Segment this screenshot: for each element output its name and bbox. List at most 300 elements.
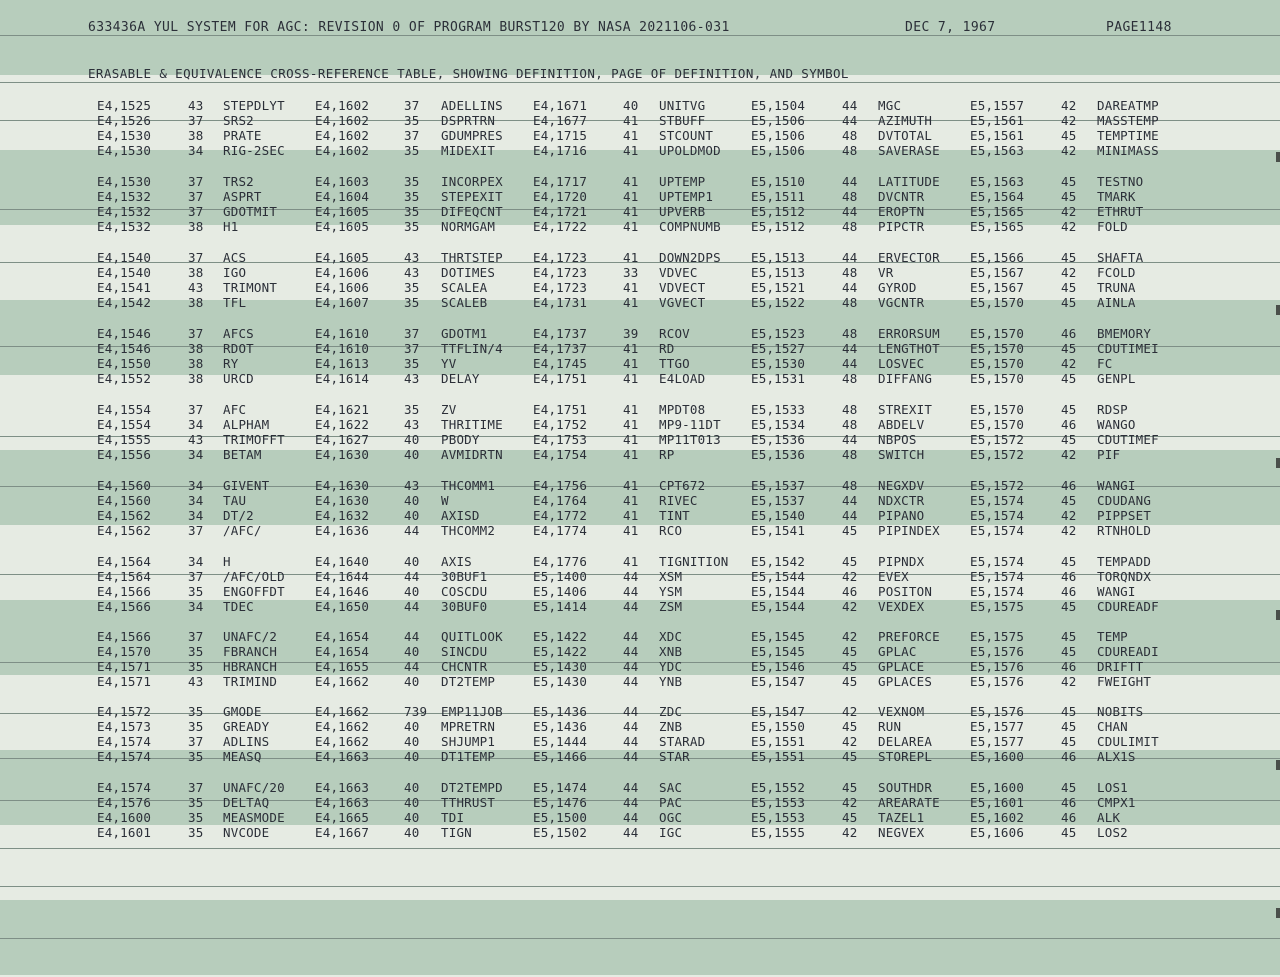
symbol-cell: MINIMASS bbox=[1097, 143, 1159, 158]
address-cell: E5,1522 bbox=[751, 295, 806, 310]
page-cell: 48 bbox=[842, 326, 858, 341]
page-cell: 46 bbox=[1061, 569, 1077, 584]
page-cell: 41 bbox=[623, 174, 639, 189]
symbol-cell: UPTEMP bbox=[659, 174, 706, 189]
symbol-cell: DT2TEMPD bbox=[441, 780, 503, 795]
page-cell: 43 bbox=[404, 265, 420, 280]
symbol-cell: TESTNO bbox=[1097, 174, 1144, 189]
page-cell: 45 bbox=[1061, 493, 1077, 508]
table-row bbox=[0, 189, 1280, 204]
symbol-cell: AFCS bbox=[223, 326, 254, 341]
address-cell: E5,1542 bbox=[751, 554, 806, 569]
address-cell: E5,1540 bbox=[751, 508, 806, 523]
symbol-cell: YNB bbox=[659, 674, 683, 689]
address-cell: E4,1745 bbox=[533, 356, 588, 371]
address-cell: E5,1555 bbox=[751, 825, 806, 840]
tractor-hole-mark bbox=[1276, 908, 1280, 918]
page-cell: 44 bbox=[623, 629, 639, 644]
table-row bbox=[0, 143, 1280, 158]
page-cell: 42 bbox=[1061, 113, 1077, 128]
page-cell: 33 bbox=[623, 265, 639, 280]
page-cell: 48 bbox=[842, 128, 858, 143]
page-cell: 44 bbox=[623, 795, 639, 810]
symbol-cell: CDUDANG bbox=[1097, 493, 1152, 508]
symbol-cell: POSITON bbox=[878, 584, 933, 599]
address-cell: E4,1546 bbox=[97, 341, 152, 356]
page-cell: 45 bbox=[1061, 341, 1077, 356]
address-cell: E4,1614 bbox=[315, 371, 370, 386]
page-cell: 44 bbox=[842, 98, 858, 113]
symbol-cell: OGC bbox=[659, 810, 683, 825]
address-cell: E4,1603 bbox=[315, 174, 370, 189]
address-cell: E4,1723 bbox=[533, 280, 588, 295]
symbol-cell: NORMGAM bbox=[441, 219, 496, 234]
address-cell: E4,1562 bbox=[97, 508, 152, 523]
address-cell: E5,1510 bbox=[751, 174, 806, 189]
symbol-cell: MP9-11DT bbox=[659, 417, 721, 432]
page-cell: 38 bbox=[188, 341, 204, 356]
symbol-cell: SHJUMP1 bbox=[441, 734, 496, 749]
page-cell: 40 bbox=[404, 719, 420, 734]
address-cell: E5,1575 bbox=[970, 629, 1025, 644]
symbol-cell: GDOTM1 bbox=[441, 326, 488, 341]
symbol-cell: PIPNDX bbox=[878, 554, 925, 569]
address-cell: E5,1537 bbox=[751, 493, 806, 508]
symbol-cell: NEGVEX bbox=[878, 825, 925, 840]
symbol-cell: VEXNOM bbox=[878, 704, 925, 719]
page-cell: 38 bbox=[188, 265, 204, 280]
symbol-cell: PIF bbox=[1097, 447, 1121, 462]
table-row bbox=[0, 493, 1280, 508]
page-cell: 48 bbox=[842, 402, 858, 417]
table-row bbox=[0, 554, 1280, 569]
page-cell: 41 bbox=[623, 189, 639, 204]
page-cell: 38 bbox=[188, 128, 204, 143]
address-cell: E4,1573 bbox=[97, 719, 152, 734]
symbol-cell: DELTAQ bbox=[223, 795, 270, 810]
page-cell: 44 bbox=[623, 825, 639, 840]
symbol-cell: FOLD bbox=[1097, 219, 1128, 234]
address-cell: E4,1555 bbox=[97, 432, 152, 447]
address-cell: E4,1717 bbox=[533, 174, 588, 189]
address-cell: E5,1550 bbox=[751, 719, 806, 734]
page-cell: 43 bbox=[404, 417, 420, 432]
page-cell: 45 bbox=[1061, 432, 1077, 447]
table-row bbox=[0, 295, 1280, 310]
symbol-cell: TIGNITION bbox=[659, 554, 729, 569]
address-cell: E5,1564 bbox=[970, 189, 1025, 204]
address-cell: E5,1544 bbox=[751, 584, 806, 599]
page-cell: 48 bbox=[842, 417, 858, 432]
page-cell: 37 bbox=[188, 629, 204, 644]
address-cell: E5,1474 bbox=[533, 780, 588, 795]
address-cell: E5,1506 bbox=[751, 113, 806, 128]
address-cell: E4,1654 bbox=[315, 644, 370, 659]
page-cell: 45 bbox=[842, 554, 858, 569]
address-cell: E4,1715 bbox=[533, 128, 588, 143]
symbol-cell: RDOT bbox=[223, 341, 254, 356]
symbol-cell: FBRANCH bbox=[223, 644, 278, 659]
address-cell: E4,1610 bbox=[315, 326, 370, 341]
page-cell: 41 bbox=[623, 554, 639, 569]
symbol-cell: FCOLD bbox=[1097, 265, 1136, 280]
address-cell: E5,1544 bbox=[751, 569, 806, 584]
page-cell: 42 bbox=[1061, 523, 1077, 538]
symbol-cell: FC bbox=[1097, 356, 1113, 371]
symbol-cell: TTHRUST bbox=[441, 795, 496, 810]
page-cell: 41 bbox=[623, 204, 639, 219]
symbol-cell: DT2TEMP bbox=[441, 674, 496, 689]
page-cell: 45 bbox=[1061, 280, 1077, 295]
address-cell: E4,1737 bbox=[533, 326, 588, 341]
address-cell: E4,1610 bbox=[315, 341, 370, 356]
symbol-cell: ACS bbox=[223, 250, 247, 265]
address-cell: E5,1602 bbox=[970, 810, 1025, 825]
address-cell: E5,1576 bbox=[970, 704, 1025, 719]
address-cell: E5,1570 bbox=[970, 295, 1025, 310]
address-cell: E4,1663 bbox=[315, 749, 370, 764]
symbol-cell: DT/2 bbox=[223, 508, 254, 523]
address-cell: E4,1636 bbox=[315, 523, 370, 538]
symbol-cell: XDC bbox=[659, 629, 683, 644]
address-cell: E5,1601 bbox=[970, 795, 1025, 810]
table-row bbox=[0, 402, 1280, 417]
symbol-cell: TMARK bbox=[1097, 189, 1136, 204]
page-cell: 37 bbox=[188, 250, 204, 265]
symbol-cell: DELAY bbox=[441, 371, 480, 386]
address-cell: E5,1511 bbox=[751, 189, 806, 204]
address-cell: E4,1721 bbox=[533, 204, 588, 219]
address-cell: E5,1561 bbox=[970, 128, 1025, 143]
symbol-cell: GIVENT bbox=[223, 478, 270, 493]
address-cell: E5,1551 bbox=[751, 749, 806, 764]
symbol-cell: H bbox=[223, 554, 231, 569]
symbol-cell: LENGTHOT bbox=[878, 341, 940, 356]
address-cell: E4,1605 bbox=[315, 250, 370, 265]
symbol-cell: MGC bbox=[878, 98, 902, 113]
address-cell: E4,1720 bbox=[533, 189, 588, 204]
symbol-cell: STAR bbox=[659, 749, 690, 764]
symbol-cell: PIPPSET bbox=[1097, 508, 1152, 523]
address-cell: E4,1574 bbox=[97, 749, 152, 764]
page-cell: 43 bbox=[404, 250, 420, 265]
page-cell: 45 bbox=[842, 780, 858, 795]
page-cell: 41 bbox=[623, 280, 639, 295]
page-cell: 39 bbox=[623, 326, 639, 341]
page-cell: 45 bbox=[842, 810, 858, 825]
symbol-cell: IGO bbox=[223, 265, 247, 280]
page-cell: 42 bbox=[842, 599, 858, 614]
table-row bbox=[0, 417, 1280, 432]
address-cell: E5,1572 bbox=[970, 478, 1025, 493]
address-cell: E4,1572 bbox=[97, 704, 152, 719]
symbol-cell: TORQNDX bbox=[1097, 569, 1152, 584]
symbol-cell: ALX1S bbox=[1097, 749, 1136, 764]
address-cell: E4,1722 bbox=[533, 219, 588, 234]
symbol-cell: RCOV bbox=[659, 326, 690, 341]
page-cell: 35 bbox=[188, 810, 204, 825]
symbol-cell: TDEC bbox=[223, 599, 254, 614]
page-cell: 35 bbox=[404, 189, 420, 204]
page-cell: 41 bbox=[623, 295, 639, 310]
address-cell: E4,1753 bbox=[533, 432, 588, 447]
table-row bbox=[0, 825, 1280, 840]
symbol-cell: TEMPADD bbox=[1097, 554, 1152, 569]
address-cell: E5,1557 bbox=[970, 98, 1025, 113]
symbol-cell: MASSTEMP bbox=[1097, 113, 1159, 128]
symbol-cell: VGVECT bbox=[659, 295, 706, 310]
symbol-cell: TRIMOFFT bbox=[223, 432, 285, 447]
page-cell: 41 bbox=[623, 523, 639, 538]
symbol-cell: RP bbox=[659, 447, 675, 462]
page-cell: 35 bbox=[188, 749, 204, 764]
symbol-cell: TAZEL1 bbox=[878, 810, 925, 825]
page-cell: 45 bbox=[1061, 128, 1077, 143]
symbol-cell: PAC bbox=[659, 795, 683, 810]
page-cell: 42 bbox=[1061, 98, 1077, 113]
symbol-cell: THRITIME bbox=[441, 417, 503, 432]
symbol-cell: ETHRUT bbox=[1097, 204, 1144, 219]
page-cell: 45 bbox=[1061, 295, 1077, 310]
symbol-cell: STCOUNT bbox=[659, 128, 714, 143]
address-cell: E4,1571 bbox=[97, 674, 152, 689]
page-cell: 35 bbox=[404, 174, 420, 189]
page-cell: 43 bbox=[188, 98, 204, 113]
address-cell: E4,1621 bbox=[315, 402, 370, 417]
address-cell: E4,1663 bbox=[315, 780, 370, 795]
address-cell: E4,1540 bbox=[97, 250, 152, 265]
symbol-cell: VGCNTR bbox=[878, 295, 925, 310]
address-cell: E5,1436 bbox=[533, 719, 588, 734]
paper-rule bbox=[0, 82, 1280, 83]
address-cell: E5,1541 bbox=[751, 523, 806, 538]
row-group bbox=[0, 402, 1280, 462]
symbol-cell: UNAFC/20 bbox=[223, 780, 285, 795]
symbol-cell: COMPNUMB bbox=[659, 219, 721, 234]
page-cell: 42 bbox=[1061, 674, 1077, 689]
page-cell: 41 bbox=[623, 478, 639, 493]
address-cell: E5,1546 bbox=[751, 659, 806, 674]
symbol-cell: SINCDU bbox=[441, 644, 488, 659]
page-cell: 34 bbox=[188, 493, 204, 508]
symbol-cell: THCOMM2 bbox=[441, 523, 496, 538]
address-cell: E4,1552 bbox=[97, 371, 152, 386]
address-cell: E5,1512 bbox=[751, 204, 806, 219]
address-cell: E5,1500 bbox=[533, 810, 588, 825]
symbol-cell: E4LOAD bbox=[659, 371, 706, 386]
table-row bbox=[0, 508, 1280, 523]
symbol-cell: THCOMM1 bbox=[441, 478, 496, 493]
symbol-cell: DAREATMP bbox=[1097, 98, 1159, 113]
address-cell: E5,1577 bbox=[970, 734, 1025, 749]
table-row bbox=[0, 128, 1280, 143]
symbol-cell: GPLACES bbox=[878, 674, 933, 689]
page-cell: 38 bbox=[188, 295, 204, 310]
row-group bbox=[0, 250, 1280, 310]
page-cell: 44 bbox=[842, 204, 858, 219]
address-cell: E4,1604 bbox=[315, 189, 370, 204]
address-cell: E5,1444 bbox=[533, 734, 588, 749]
page-cell: 46 bbox=[842, 584, 858, 599]
address-cell: E4,1607 bbox=[315, 295, 370, 310]
page-cell: 35 bbox=[188, 659, 204, 674]
address-cell: E4,1574 bbox=[97, 780, 152, 795]
address-cell: E5,1422 bbox=[533, 629, 588, 644]
page-cell: 40 bbox=[404, 493, 420, 508]
page-cell: 45 bbox=[842, 523, 858, 538]
page-cell: 38 bbox=[188, 356, 204, 371]
address-cell: E4,1566 bbox=[97, 584, 152, 599]
symbol-cell: LOS1 bbox=[1097, 780, 1128, 795]
address-cell: E4,1723 bbox=[533, 265, 588, 280]
address-cell: E4,1606 bbox=[315, 280, 370, 295]
page-cell: 44 bbox=[404, 523, 420, 538]
page-cell: 43 bbox=[404, 478, 420, 493]
page-cell: 45 bbox=[1061, 554, 1077, 569]
symbol-cell: MP11T013 bbox=[659, 432, 721, 447]
symbol-cell: ASPRT bbox=[223, 189, 262, 204]
symbol-cell: PIPINDEX bbox=[878, 523, 940, 538]
page-cell: 35 bbox=[188, 719, 204, 734]
page-cell: 35 bbox=[404, 113, 420, 128]
symbol-cell: HBRANCH bbox=[223, 659, 278, 674]
page-cell: 41 bbox=[623, 356, 639, 371]
page-cell: 35 bbox=[188, 795, 204, 810]
symbol-cell: ERRORSUM bbox=[878, 326, 940, 341]
row-group bbox=[0, 98, 1280, 158]
page-cell: 42 bbox=[842, 704, 858, 719]
page-cell: 44 bbox=[623, 584, 639, 599]
symbol-cell: WANGI bbox=[1097, 584, 1136, 599]
address-cell: E5,1400 bbox=[533, 569, 588, 584]
table-row bbox=[0, 204, 1280, 219]
page-cell: 739 bbox=[404, 704, 428, 719]
page-cell: 44 bbox=[404, 659, 420, 674]
table-row bbox=[0, 584, 1280, 599]
address-cell: E4,1525 bbox=[97, 98, 152, 113]
symbol-cell: IGC bbox=[659, 825, 683, 840]
symbol-cell: GREADY bbox=[223, 719, 270, 734]
address-cell: E5,1570 bbox=[970, 341, 1025, 356]
address-cell: E5,1531 bbox=[751, 371, 806, 386]
page-cell: 42 bbox=[1061, 204, 1077, 219]
page-cell: 37 bbox=[188, 113, 204, 128]
page-cell: 44 bbox=[404, 629, 420, 644]
address-cell: E5,1430 bbox=[533, 674, 588, 689]
address-cell: E4,1723 bbox=[533, 250, 588, 265]
symbol-cell: ERVECTOR bbox=[878, 250, 940, 265]
row-group bbox=[0, 326, 1280, 386]
page-cell: 34 bbox=[188, 143, 204, 158]
address-cell: E4,1564 bbox=[97, 554, 152, 569]
address-cell: E4,1630 bbox=[315, 478, 370, 493]
symbol-cell: STARAD bbox=[659, 734, 706, 749]
page-cell: 44 bbox=[404, 569, 420, 584]
symbol-cell: THRTSTEP bbox=[441, 250, 503, 265]
address-cell: E4,1667 bbox=[315, 825, 370, 840]
page-cell: 44 bbox=[842, 280, 858, 295]
page-cell: 44 bbox=[623, 674, 639, 689]
address-cell: E5,1567 bbox=[970, 280, 1025, 295]
page-cell: 40 bbox=[404, 554, 420, 569]
symbol-cell: MPDT08 bbox=[659, 402, 706, 417]
symbol-cell: SAC bbox=[659, 780, 683, 795]
symbol-cell: YV bbox=[441, 356, 457, 371]
address-cell: E5,1506 bbox=[751, 143, 806, 158]
address-cell: E4,1764 bbox=[533, 493, 588, 508]
page-cell: 44 bbox=[842, 341, 858, 356]
symbol-cell: RDSP bbox=[1097, 402, 1128, 417]
page-cell: 46 bbox=[1061, 810, 1077, 825]
symbol-cell: TRIMONT bbox=[223, 280, 278, 295]
symbol-cell: MEASQ bbox=[223, 749, 262, 764]
page-cell: 48 bbox=[842, 447, 858, 462]
symbol-cell: CHAN bbox=[1097, 719, 1128, 734]
page-cell: 45 bbox=[1061, 719, 1077, 734]
page-cell: 45 bbox=[1061, 599, 1077, 614]
address-cell: E4,1650 bbox=[315, 599, 370, 614]
address-cell: E4,1630 bbox=[315, 447, 370, 462]
page-cell: 45 bbox=[1061, 402, 1077, 417]
address-cell: E5,1570 bbox=[970, 371, 1025, 386]
page-cell: 41 bbox=[623, 341, 639, 356]
symbol-cell: TIGN bbox=[441, 825, 472, 840]
symbol-cell: UNAFC/2 bbox=[223, 629, 278, 644]
page-cell: 40 bbox=[404, 674, 420, 689]
page-cell: 42 bbox=[842, 569, 858, 584]
symbol-cell: /AFC/OLD bbox=[223, 569, 285, 584]
address-cell: E4,1663 bbox=[315, 795, 370, 810]
page-cell: 44 bbox=[623, 734, 639, 749]
page-cell: 40 bbox=[404, 432, 420, 447]
address-cell: E5,1575 bbox=[970, 599, 1025, 614]
symbol-cell: AXIS bbox=[441, 554, 472, 569]
page-cell: 35 bbox=[404, 295, 420, 310]
symbol-cell: EMP11JOB bbox=[441, 704, 503, 719]
page-cell: 37 bbox=[188, 734, 204, 749]
table-row bbox=[0, 432, 1280, 447]
symbol-cell: DT1TEMP bbox=[441, 749, 496, 764]
address-cell: E4,1532 bbox=[97, 219, 152, 234]
symbol-cell: NBPOS bbox=[878, 432, 917, 447]
page-cell: 42 bbox=[1061, 265, 1077, 280]
symbol-cell: GENPL bbox=[1097, 371, 1136, 386]
page-cell: 35 bbox=[188, 825, 204, 840]
page-cell: 34 bbox=[188, 599, 204, 614]
address-cell: E4,1530 bbox=[97, 174, 152, 189]
address-cell: E4,1560 bbox=[97, 478, 152, 493]
page-cell: 42 bbox=[842, 629, 858, 644]
page-cell: 44 bbox=[842, 356, 858, 371]
page-cell: 37 bbox=[404, 326, 420, 341]
symbol-cell: GDOTMIT bbox=[223, 204, 278, 219]
page-cell: 45 bbox=[1061, 780, 1077, 795]
symbol-cell: STREXIT bbox=[878, 402, 933, 417]
table-row bbox=[0, 704, 1280, 719]
address-cell: E5,1570 bbox=[970, 402, 1025, 417]
page-cell: 42 bbox=[1061, 447, 1077, 462]
address-cell: E4,1646 bbox=[315, 584, 370, 599]
symbol-cell: RUN bbox=[878, 719, 902, 734]
page-cell: 44 bbox=[842, 508, 858, 523]
table-row bbox=[0, 113, 1280, 128]
symbol-cell: XNB bbox=[659, 644, 683, 659]
symbol-cell: ZNB bbox=[659, 719, 683, 734]
symbol-cell: AZIMUTH bbox=[878, 113, 933, 128]
address-cell: E5,1574 bbox=[970, 493, 1025, 508]
address-cell: E4,1640 bbox=[315, 554, 370, 569]
page-cell: 34 bbox=[188, 447, 204, 462]
